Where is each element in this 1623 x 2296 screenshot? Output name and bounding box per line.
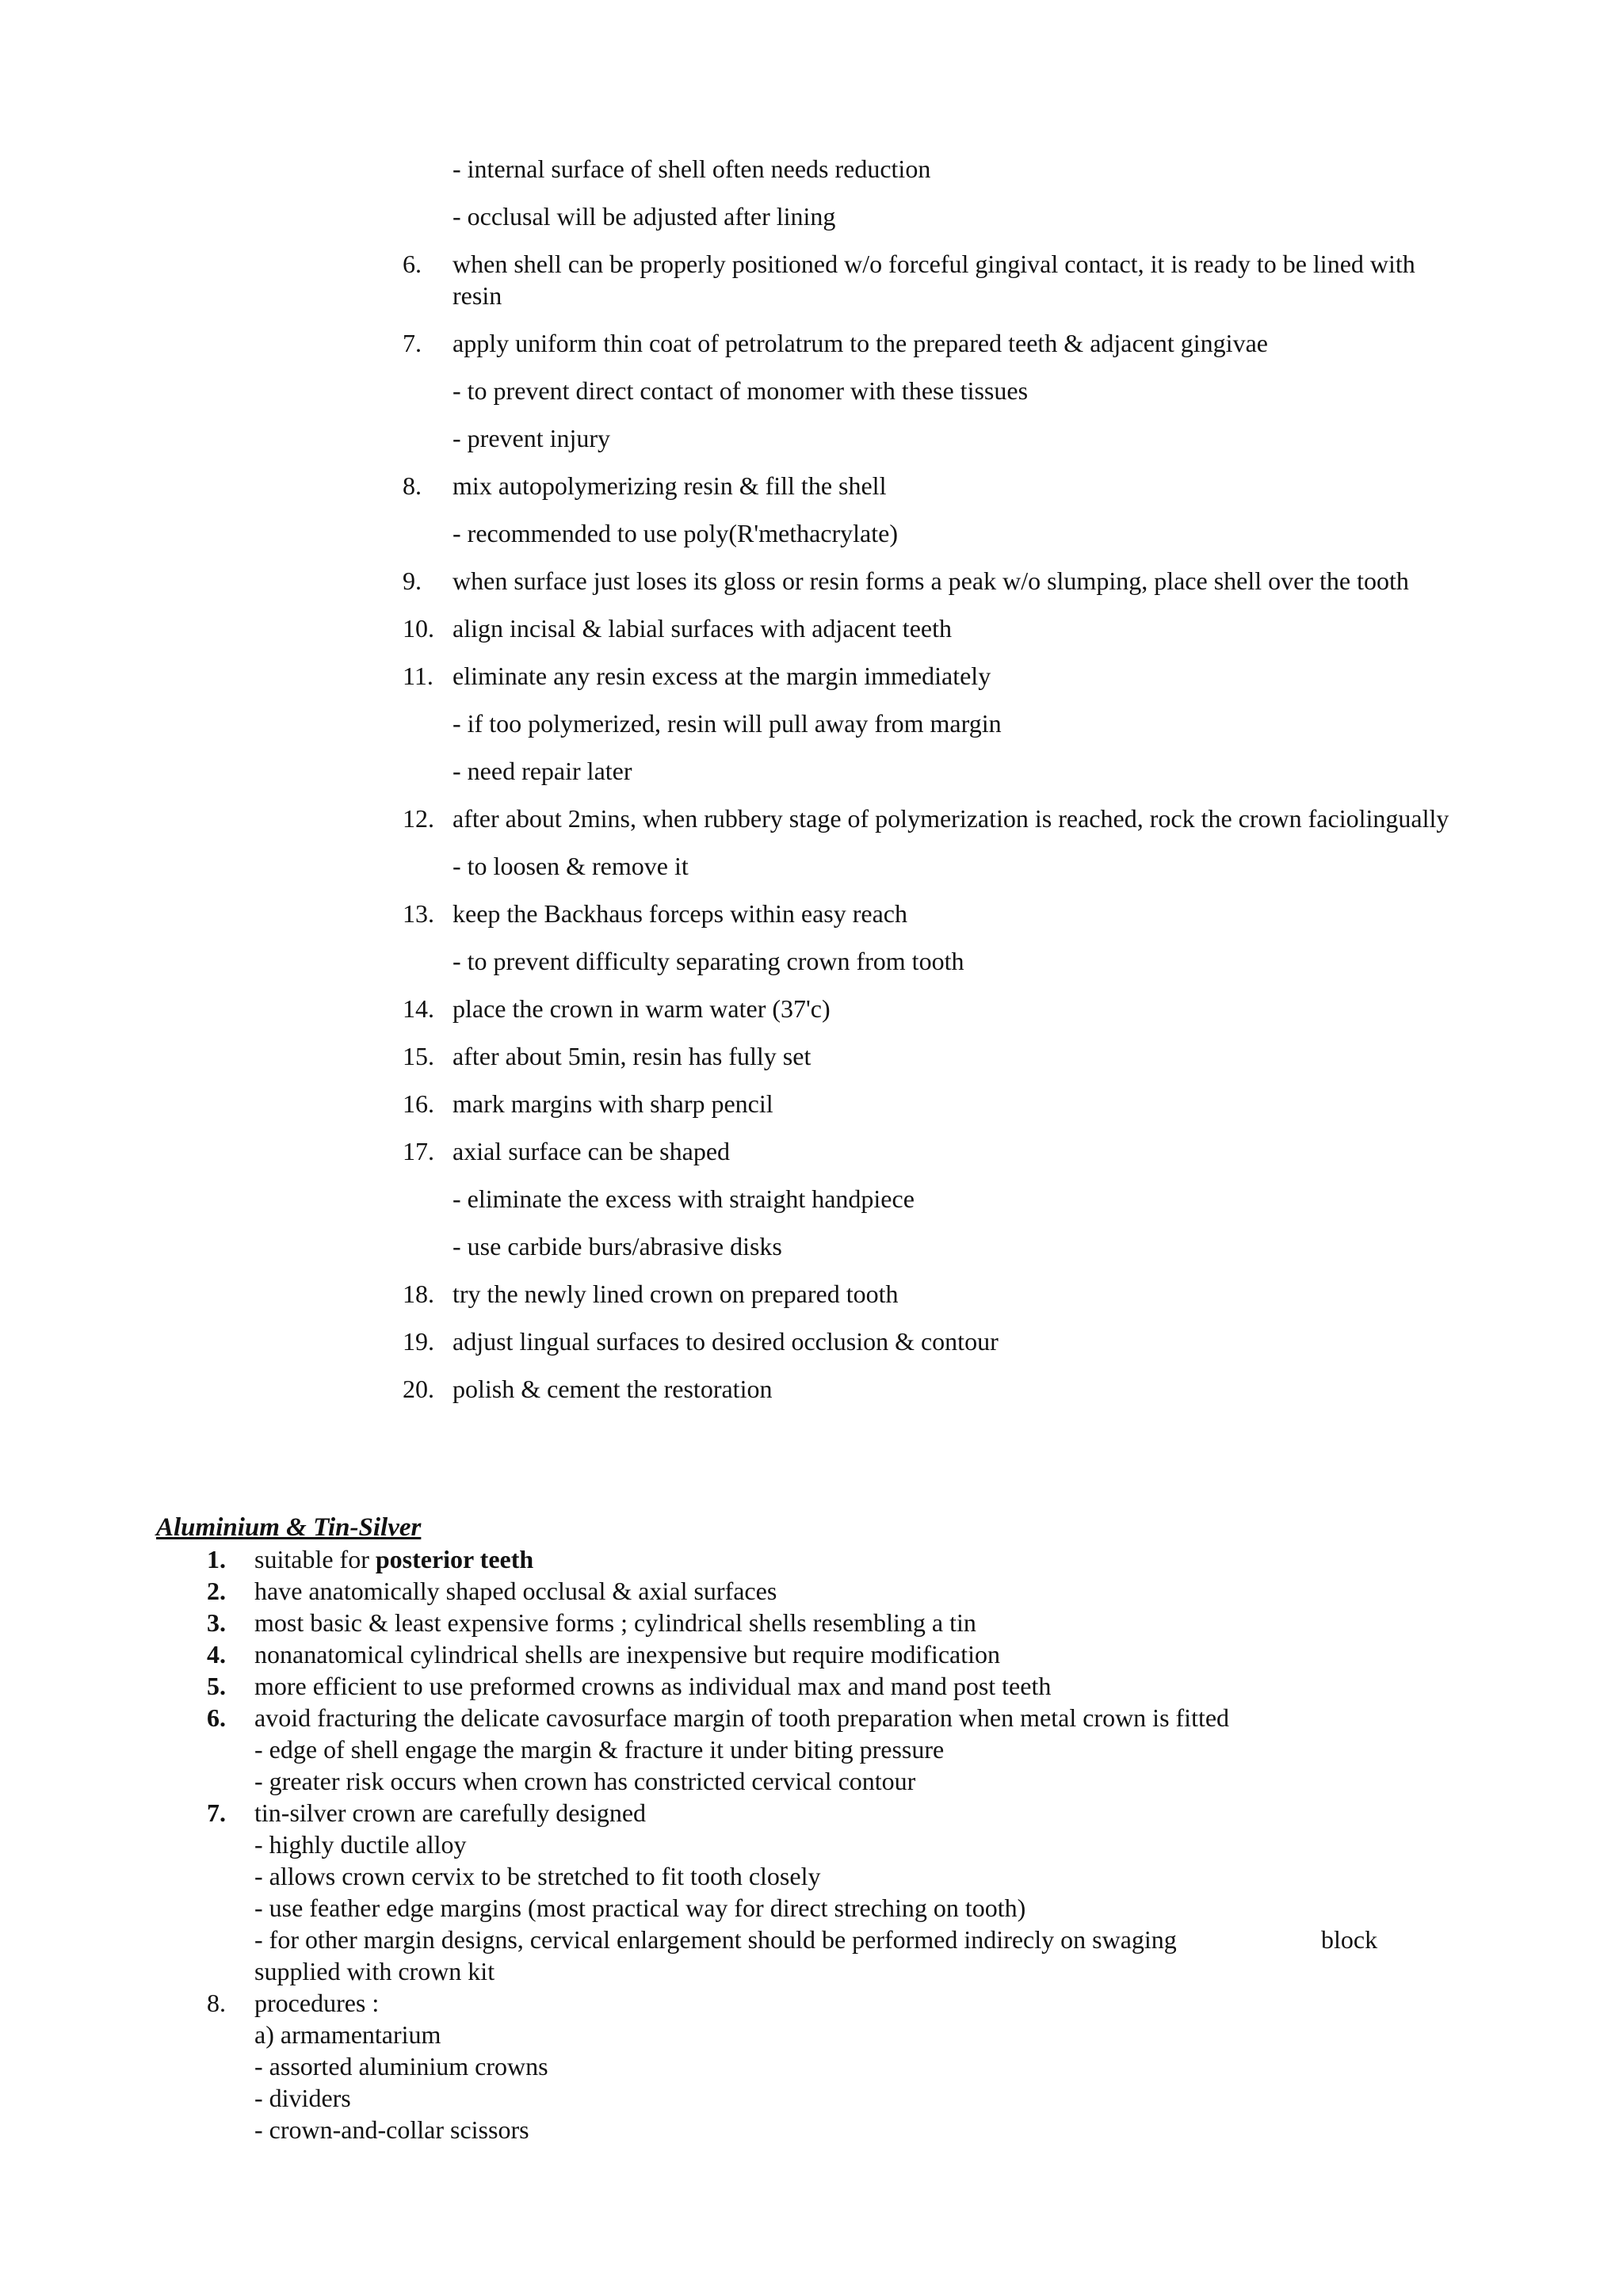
sub-point-text: - prevent injury <box>453 424 611 452</box>
sub-point-text: - recommended to use poly(R'methacrylate) <box>453 519 898 547</box>
step-text: polish & cement the restoration <box>453 1375 773 1403</box>
step-text: axial surface can be shaped <box>453 1137 731 1165</box>
list-item <box>0 1702 1623 1733</box>
sub-point-text: - internal surface of shell often needs reduction <box>453 154 931 183</box>
sub-point-end: block <box>1321 1925 1378 1954</box>
step-text: after about 2mins, when rubbery stage of polymerization is reached, rock the crown faciolingually <box>453 804 1449 833</box>
procedure-step <box>0 1040 1623 1072</box>
item-number: 8. <box>207 1989 226 2017</box>
step-text: when surface just loses its gloss or resin forms a peak w/o slumping, place shell over the tooth <box>453 566 1409 595</box>
procedure-step <box>0 248 1623 311</box>
step-sub-point <box>0 755 1623 787</box>
procedure-step <box>0 1088 1623 1119</box>
step-sub-point <box>0 945 1623 977</box>
step-number: 11. <box>403 662 433 690</box>
sub-point-text: - need repair later <box>453 757 632 785</box>
procedure-step <box>0 1373 1623 1405</box>
list-item <box>0 1670 1623 1702</box>
step-sub-point <box>0 1230 1623 1262</box>
step-sub-point <box>0 517 1623 549</box>
sub-point: - assorted aluminium crowns <box>254 2052 548 2081</box>
list-item <box>0 1607 1623 1638</box>
step-text: try the newly lined crown on prepared tooth <box>453 1280 899 1308</box>
item-text: have anatomically shaped occlusal & axial surfaces <box>254 1577 777 1605</box>
procedure-step <box>0 470 1623 502</box>
step-sub-point <box>0 1183 1623 1215</box>
step-number: 13. <box>403 899 434 928</box>
list-item <box>0 1987 1623 2019</box>
step-text: eliminate any resin excess at the margin immediately <box>453 662 991 690</box>
procedure-step <box>0 660 1623 692</box>
step-number: 8. <box>403 471 422 500</box>
step-sub-point <box>0 850 1623 882</box>
item-text: more efficient to use preformed crowns as individual max and mand post teeth <box>254 1672 1052 1700</box>
sub-point-text: - to prevent difficulty separating crown from tooth <box>453 947 964 975</box>
item-number: 1. <box>207 1545 226 1573</box>
sub-point <box>0 1924 1623 1955</box>
procedure-list <box>0 153 1623 1405</box>
aluminium-list <box>0 1543 1623 2145</box>
sub-point-text: - use carbide burs/abrasive disks <box>453 1232 782 1261</box>
step-number: 19. <box>403 1327 434 1356</box>
step-number: 17. <box>403 1137 434 1165</box>
step-text: mix autopolymerizing resin & fill the shell <box>453 471 887 500</box>
sub-point: - highly ductile alloy <box>254 1830 467 1859</box>
item-text: avoid fracturing the delicate cavosurface margin of tooth preparation when metal crown is fitted <box>254 1703 1230 1732</box>
step-sub-point <box>0 200 1623 232</box>
sub-point-text: - occlusal will be adjusted after lining <box>453 202 836 231</box>
step-number: 9. <box>403 566 422 595</box>
step-sub-point <box>0 707 1623 739</box>
item-number: 4. <box>207 1640 226 1669</box>
procedure-step <box>0 612 1623 644</box>
item-text: most basic & least expensive forms ; cylindrical shells resembling a tin <box>254 1608 976 1637</box>
sub-point-text: - to loosen & remove it <box>453 852 689 880</box>
procedure-step <box>0 803 1623 834</box>
step-number: 16. <box>403 1089 434 1118</box>
procedure-step <box>0 993 1623 1024</box>
sub-point-text: - to prevent direct contact of monomer with these tissues <box>453 376 1029 405</box>
sub-point: a) armamentarium <box>254 2020 441 2049</box>
step-text: align incisal & labial surfaces with adjacent teeth <box>453 614 952 643</box>
procedure-step <box>0 1135 1623 1167</box>
sub-point: - allows crown cervix to be stretched to fit tooth closely <box>254 1862 821 1890</box>
procedure-step <box>0 327 1623 359</box>
step-text: mark margins with sharp pencil <box>453 1089 773 1118</box>
step-sub-point <box>0 375 1623 406</box>
step-text: apply uniform thin coat of petrolatrum to the prepared teeth & adjacent gingivae <box>453 329 1268 357</box>
step-number: 18. <box>403 1280 434 1308</box>
sub-point: - edge of shell engage the margin & fracture it under biting pressure <box>254 1735 945 1764</box>
sub-point-continued: supplied with crown kit <box>254 1957 495 1985</box>
list-item <box>0 1638 1623 1670</box>
item-number: 7. <box>207 1798 226 1827</box>
item-text: tin-silver crown are carefully designed <box>254 1798 647 1827</box>
sub-point: - use feather edge margins (most practical way for direct streching on tooth) <box>254 1894 1026 1922</box>
sub-point: - crown-and-collar scissors <box>254 2115 529 2144</box>
list-item <box>0 1575 1623 1607</box>
sub-point-text: - for other margin designs, cervical enlargement should be performed indirecly on swaging <box>254 1925 1177 1954</box>
step-sub-point <box>0 422 1623 454</box>
procedure-step <box>0 565 1623 597</box>
item-number: 5. <box>207 1672 226 1700</box>
list-item <box>0 1543 1623 1575</box>
step-number: 14. <box>403 994 434 1023</box>
section-heading: Aluminium & Tin-Silver <box>156 1513 422 1542</box>
sub-point-text: - eliminate the excess with straight handpiece <box>453 1184 915 1213</box>
step-text: place the crown in warm water (37'c) <box>453 994 831 1023</box>
step-number: 7. <box>403 329 422 357</box>
step-sub-point <box>0 153 1623 185</box>
step-number: 6. <box>403 250 422 278</box>
step-number: 15. <box>403 1042 434 1070</box>
item-text: nonanatomical cylindrical shells are inexpensive but require modification <box>254 1640 1001 1669</box>
item-number: 2. <box>207 1577 226 1605</box>
procedure-step <box>0 898 1623 929</box>
item-number: 3. <box>207 1608 226 1637</box>
sub-point: - greater risk occurs when crown has constricted cervical contour <box>254 1767 916 1795</box>
item-text: suitable for <box>254 1545 376 1573</box>
step-text: adjust lingual surfaces to desired occlusion & contour <box>453 1327 999 1356</box>
sub-point: - dividers <box>254 2084 351 2112</box>
step-number: 12. <box>403 804 434 833</box>
procedure-step <box>0 1278 1623 1310</box>
step-text: keep the Backhaus forceps within easy reach <box>453 899 907 928</box>
step-text: after about 5min, resin has fully set <box>453 1042 812 1070</box>
item-text-bold: posterior teeth <box>375 1545 534 1573</box>
step-number: 20. <box>403 1375 434 1403</box>
list-item <box>0 1797 1623 1829</box>
item-number: 6. <box>207 1703 226 1732</box>
step-text: when shell can be properly positioned w/o forceful gingival contact, it is ready to be lined with resin <box>453 250 1415 310</box>
procedure-step <box>0 1325 1623 1357</box>
sub-point-text: - if too polymerized, resin will pull away from margin <box>453 709 1002 738</box>
step-number: 10. <box>403 614 434 643</box>
item-text: procedures : <box>254 1989 380 2017</box>
